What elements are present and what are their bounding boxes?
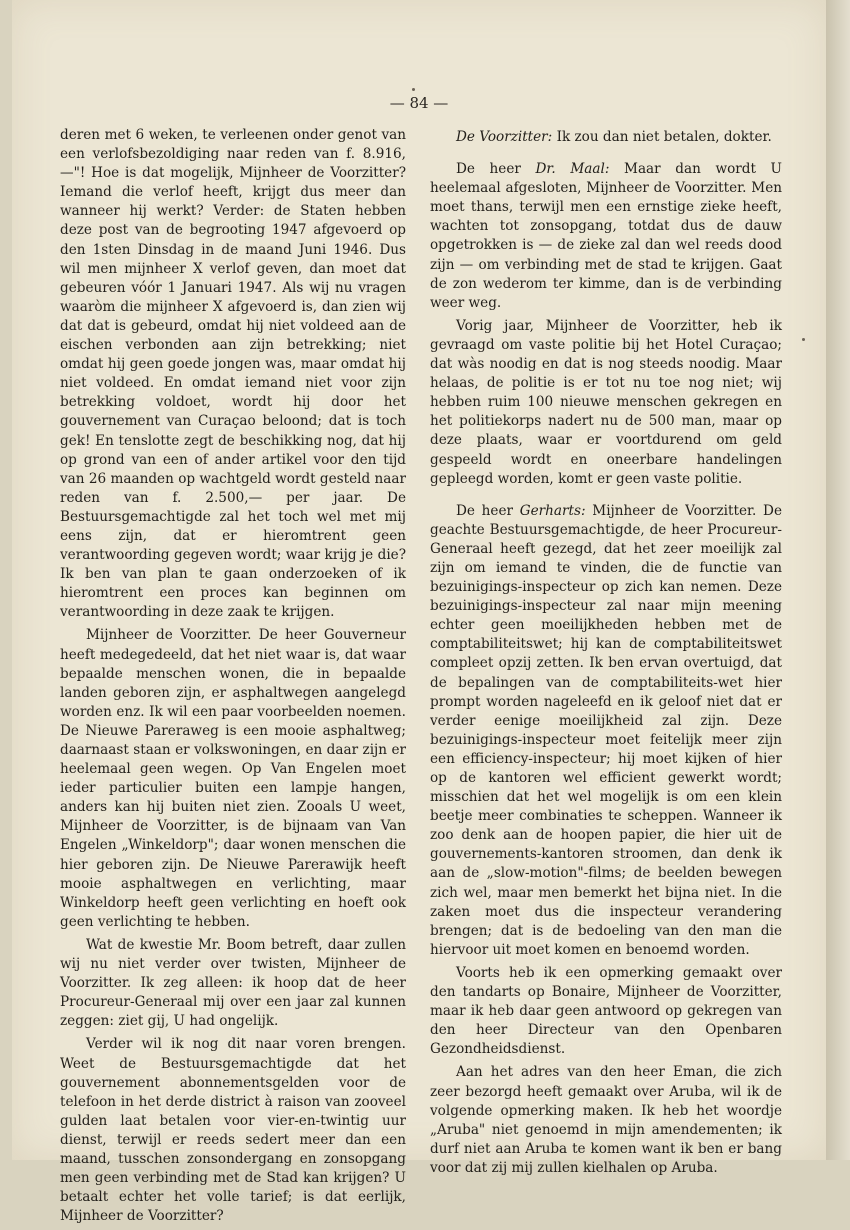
speech-text: Mijnheer de Voorzitter. De geachte Bestuursgemachtigde, de heer Procureur-Generaal heeft gezegd, dat het zeer moeilijk zal zijn om iemand te vinden, die de functie van bezuinigings-inspecteur op zich kan nemen. Deze bezuinigings-inspecteur zal naar mijn meening echter geen moeilijkheden hebben met de comptabiliteitswet; hij kan de comptabiliteitswet compleet opzij zetten. Ik ben ervan overtuigd, dat de bepalingen van de comptabiliteits-wet hier prompt worden nageleefd en ik geloof niet dat er verder eenige moeilijkheid zal zijn. Deze bezuinigings-inspecteur moet feitelijk meer zijn een efficiency-inspecteur; hij moet kijken of hier op de kantoren wel efficient gewerkt wordt; misschien dat het wel mogelijk is om een klein beetje meer combinaties te scheppen. Wanneer ik zoo denk aan de hoopen papier, die hier uit de gouvernements-kantoren stroomen, dan denk ik aan de „slow-motion"-films; de beelden bewegen zich wel, maar men bemerkt het bijna niet. In die zaken moet dus die inspecteur verandering brengen; dat is de bedoeling van den man die hiervoor uit moet komen en benoemd worden. (430, 502, 782, 958)
page-number: — 84 — (389, 94, 449, 112)
right-column (430, 128, 782, 1182)
paragraph: Wat de kwestie Mr. Boom betreft, daar zullen wij nu niet verder over twisten, Mijnheer de Voorzitter. Ik zeg alleen: ik hoop dat de heer Procureur-Generaal mij over een jaar zal kunnen zeggen: ziet gij, U had ongelijk. (60, 936, 406, 1030)
paragraph: Vorig jaar, Mijnheer de Voorzitter, heb ik gevraagd om vaste politie bij het Hotel Curaçao; dat wàs noodig en dat is nog steeds noodig. Maar helaas, de politie is er tot nu toe nog niet; wij hebben ruim 100 nieuwe menschen gekregen en het politiekorps nadert nu de 500 man, maar op deze plaats, waar er voortdurend om geld gespeeld wordt en oneerbare handelingen gepleegd worden, komt er geen vaste politie. (430, 317, 782, 487)
speech-text: Ik zou dan niet betalen, dokter. (552, 129, 772, 145)
speaker-name: De Voorzitter: (456, 129, 553, 145)
paragraph: Mijnheer de Voorzitter. De heer Gouverneur heeft medegedeeld, dat het niet waar is, dat waar bepaalde menschen wonen, die in bepaalde landen geboren zijn, er asphaltwegen aangelegd worden enz. Ik wil een paar voorbeelden noemen. De Nieuwe Pareraweg is een mooie asphaltweg; daarnaast staan er volkswoningen, en daar zijn er heelemaal geen wegen. Op Van Engelen moet ieder particulier buiten een lampje hangen, anders kan hij buiten niet zien. Zooals U weet, Mijnheer de Voorzitter, is de bijnaam van Van Engelen „Winkeldorp"; daar wonen menschen die hier geboren zijn. De Nieuwe Parerawijk heeft mooie asphaltwegen en verlichting, maar Winkeldorp heeft geen verlichting en hoeft ook geen verlichting te hebben. (60, 627, 406, 930)
speck-mark (802, 338, 805, 341)
speaker-name: Dr. Maal: (535, 161, 610, 178)
speech-maal (430, 160, 782, 313)
speaker-name: Gerharts: (519, 502, 586, 519)
paragraph: Voorts heb ik een opmerking gemaakt over den tandarts op Bonaire, Mijnheer de Voorzitter, maar ik heb daar geen antwoord op gekregen van den heer Directeur van den Openbaren Gezondheidsdienst. (430, 964, 782, 1058)
speaker-prefix: De heer (456, 161, 536, 178)
speck-mark (412, 88, 415, 91)
speech-voorzitter (430, 128, 782, 147)
speaker-prefix: De heer (456, 502, 520, 519)
page-edge (826, 0, 850, 1160)
left-column (60, 126, 406, 1230)
paragraph: Aan het adres van den heer Eman, die zich zeer bezorgd heeft gemaakt over Aruba, wil ik de volgende opmerking maken. Ik heb het woordje „Aruba" niet genoemd in mijn amendementen; ik durf niet aan Aruba te komen want ik ben er bang voor dat zij mij zullen kielhalen op Aruba. (430, 1064, 782, 1176)
document-page (12, 0, 826, 1225)
speech-text: Maar dan wordt U heelemaal afgesloten, Mijnheer de Voorzitter. Men moet thans, terwijl men een ernstige zieke heeft, wachten tot zonsopgang, totdat dus de dauw opgetrokken is — de zieke zal dan wel reeds dood zijn — om verbinding met de stad te krijgen. Gaat de zon wederom ter kimme, dan is de verbinding weer weg. (430, 161, 782, 311)
paragraph: Verder wil ik nog dit naar voren brengen. Weet de Bestuursgemachtigde dat het gouvernement abonnementsgelden voor de telefoon in het derde district à raison van zooveel gulden laat betalen voor vier-en-twintig uur dienst, terwijl er reeds sedert meer dan een maand, tusschen zonsondergang en zonsopgang men geen verbinding met de Stad kan krijgen? U betaalt echter het volle tarief; is dat eerlijk, Mijnheer de Voorzitter? (60, 1036, 406, 1225)
speech-gerharts (430, 502, 782, 960)
paragraph: deren met 6 weken, te verleenen onder genot van een verlofsbezoldiging naar reden van f. 8.916,—"! Hoe is dat mogelijk, Mijnheer de Voorzitter? Iemand die verlof heeft, krijgt dus meer dan wanneer hij werkt? Verder: de Staten hebben deze post van de begrooting 1947 afgevoerd op den 1sten Dinsdag in de maand Juni 1946. Dus wil men mijnheer X verlof geven, dan moet dat gebeuren vóór 1 Januari 1947. Als wij nu vragen waaròm die mijnheer X afgevoerd is, dan zien wij dat dat is gebeurd, omdat hij niet voldeed aan de eischen verbonden aan zijn betrekking; niet omdat hij geen goede jongen was, maar omdat hij niet voldeed. En omdat iemand niet voor zijn betrekking voldoet, wordt hij door het gouvernement van Curaçao beloond; dat is toch gek! En tenslotte zegt de beschikking nog, dat hij op grond van een of ander artikel voor den tijd van 26 maanden op wachtgeld wordt gesteld naar reden van f. 2.500,— per jaar. De Bestuursgemachtigde zal het toch wel met mij eens zijn, dat er hieromtrent geen verantwoording gegeven wordt; waar krijg je die? Ik ben van plan te gaan onderzoeken of ik hieromtrent een proces kan beginnen om verantwoording in deze zaak te krijgen. (60, 127, 406, 621)
